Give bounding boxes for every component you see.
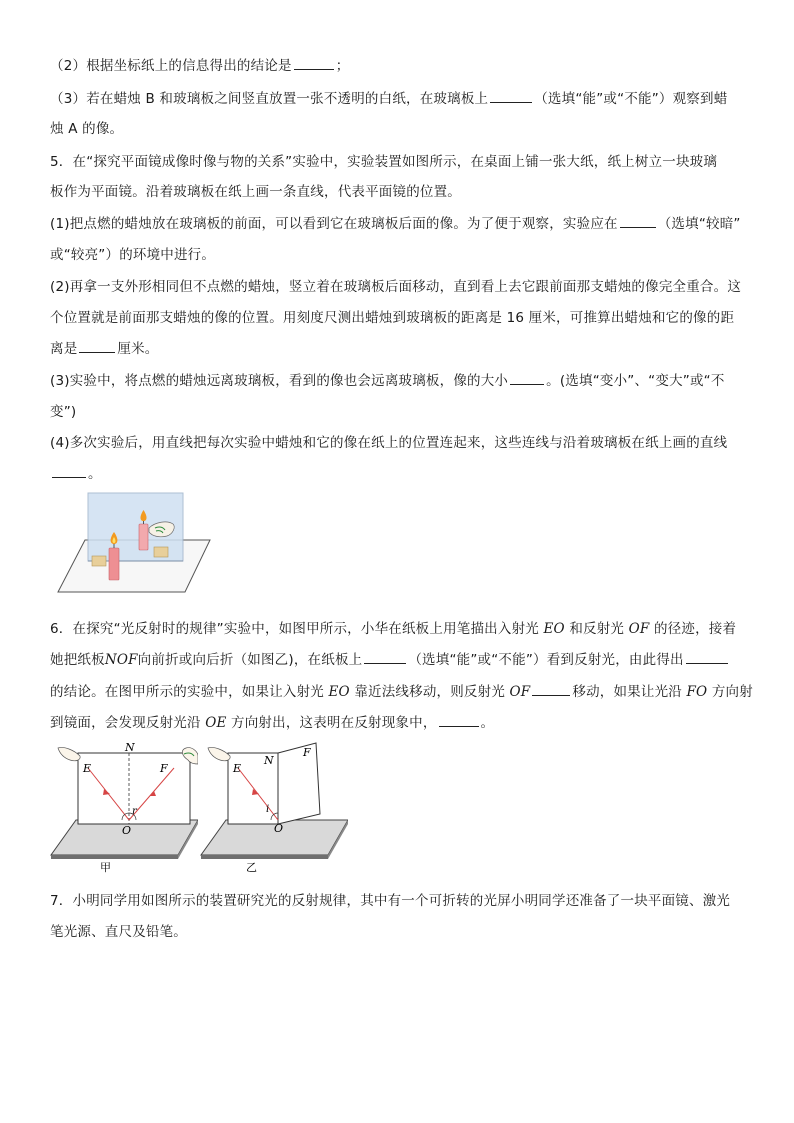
answer-blank[interactable] <box>510 370 544 385</box>
label-E: E <box>233 762 242 775</box>
answer-blank[interactable] <box>79 338 115 353</box>
back-candle <box>139 524 148 550</box>
answer-blank[interactable] <box>620 213 656 228</box>
q4-part3-cont: 烛 A 的像。 <box>50 121 124 137</box>
label-O: O <box>122 824 132 837</box>
block-right <box>154 547 168 557</box>
answer-blank[interactable] <box>532 681 570 696</box>
label-i: i <box>266 804 270 815</box>
answer-blank[interactable] <box>294 55 334 70</box>
left-hand-icon <box>58 747 80 760</box>
figure-caption-jia: 甲 <box>100 861 111 874</box>
block-left <box>92 556 106 566</box>
q5-intro-cont: 板作为平面镜。沿着玻璃板在纸上画一条直线，代表平面镜的位置。 <box>50 184 461 200</box>
answer-blank[interactable] <box>52 463 86 478</box>
q4-part2-text: （2）根据坐标纸上的信息得出的结论是 <box>50 58 292 74</box>
q5-sub1: (1)把点燃的蜡烛放在玻璃板的前面，可以看到它在玻璃板后面的像。为了便于观察，实验应在 （选填“较暗” <box>50 212 741 232</box>
plane-mirror-candle-figure <box>55 490 215 594</box>
q6-line1: 6．在探究“光反射时的规律”实验中，如图甲所示，小华在纸板上用笔描出入射光 EO 和反射光 OF 的径迹，接着 <box>50 621 737 637</box>
q6-line3: 的结论。在图甲所示的实验中，如果让入射光 EO 靠近法线移动，则反射光 OF 移动，如果让光沿 FO 方向射 <box>50 680 753 700</box>
label-N: N <box>125 741 135 754</box>
q5-sub4-cont: 。 <box>50 462 102 482</box>
answer-blank[interactable] <box>439 712 479 727</box>
q7-line1: 7．小明同学用如图所示的装置研究光的反射规律，其中有一个可折转的光屏小明同学还准备了一块平面镜、激光 <box>50 893 731 909</box>
q5-sub2-cont2: 离是 厘米。 <box>50 337 159 357</box>
q5-sub1-cont: 或“较亮”）的环境中进行。 <box>50 247 216 263</box>
q6-line4: 到镜面，会发现反射光沿 OE 方向射出，这表明在反射现象中， 。 <box>50 711 494 731</box>
answer-blank[interactable] <box>686 649 728 664</box>
q5-sub3: (3)实验中，将点燃的蜡烛远离玻璃板，看到的像也会远离玻璃板，像的大小 。(选填“变小”、“变大”或“不 <box>50 369 725 389</box>
reflection-figure-jia <box>48 740 198 875</box>
label-F: F <box>160 762 168 775</box>
figure-caption-yi: 乙 <box>246 861 257 874</box>
label-O: O <box>274 822 284 835</box>
reflection-figure-yi <box>198 740 348 875</box>
label-r: r <box>132 806 137 817</box>
paper-board-folded <box>278 743 320 824</box>
q5-intro: 5．在“探究平面镜成像时像与物的关系”实验中，实验装置如图所示，在桌面上铺一张大纸，纸上树立一块玻璃 <box>50 154 718 170</box>
q5-sub2-cont: 个位置就是前面那支蜡烛的像的位置。用刻度尺测出蜡烛到玻璃板的距离是 16 厘米，可推算出蜡烛和它的像的距 <box>50 310 735 326</box>
q6-line2: 她把纸板NOF向前折或向后折（如图乙)，在纸板上 （选填“能”或“不能”）看到反射光，由此得出 <box>50 648 730 668</box>
answer-blank[interactable] <box>490 88 532 103</box>
q5-sub4: (4)多次实验后，用直线把每次实验中蜡烛和它的像在纸上的位置连起来，这些连线与沿着玻璃板在纸上画的直线 <box>50 435 728 451</box>
front-candle <box>109 548 119 580</box>
left-hand-icon <box>208 747 230 760</box>
answer-blank[interactable] <box>364 649 406 664</box>
label-F: F <box>303 746 311 759</box>
q4-part2: （2）根据坐标纸上的信息得出的结论是 ； <box>50 54 349 74</box>
q4-part3: （3）若在蜡烛 B 和玻璃板之间竖直放置一张不透明的白纸，在玻璃板上 （选填“能”或“不能”）观察到蜡 <box>50 87 727 107</box>
q5-sub2: (2)再拿一支外形相同但不点燃的蜡烛，竖立着在玻璃板后面移动，直到看上去它跟前面那支蜡烛的像完全重合。这 <box>50 279 742 295</box>
q7-line2: 笔光源、直尺及铅笔。 <box>50 924 187 940</box>
q5-sub3-cont: 变”) <box>50 404 77 420</box>
label-N: N <box>264 754 274 767</box>
label-E: E <box>83 762 92 775</box>
